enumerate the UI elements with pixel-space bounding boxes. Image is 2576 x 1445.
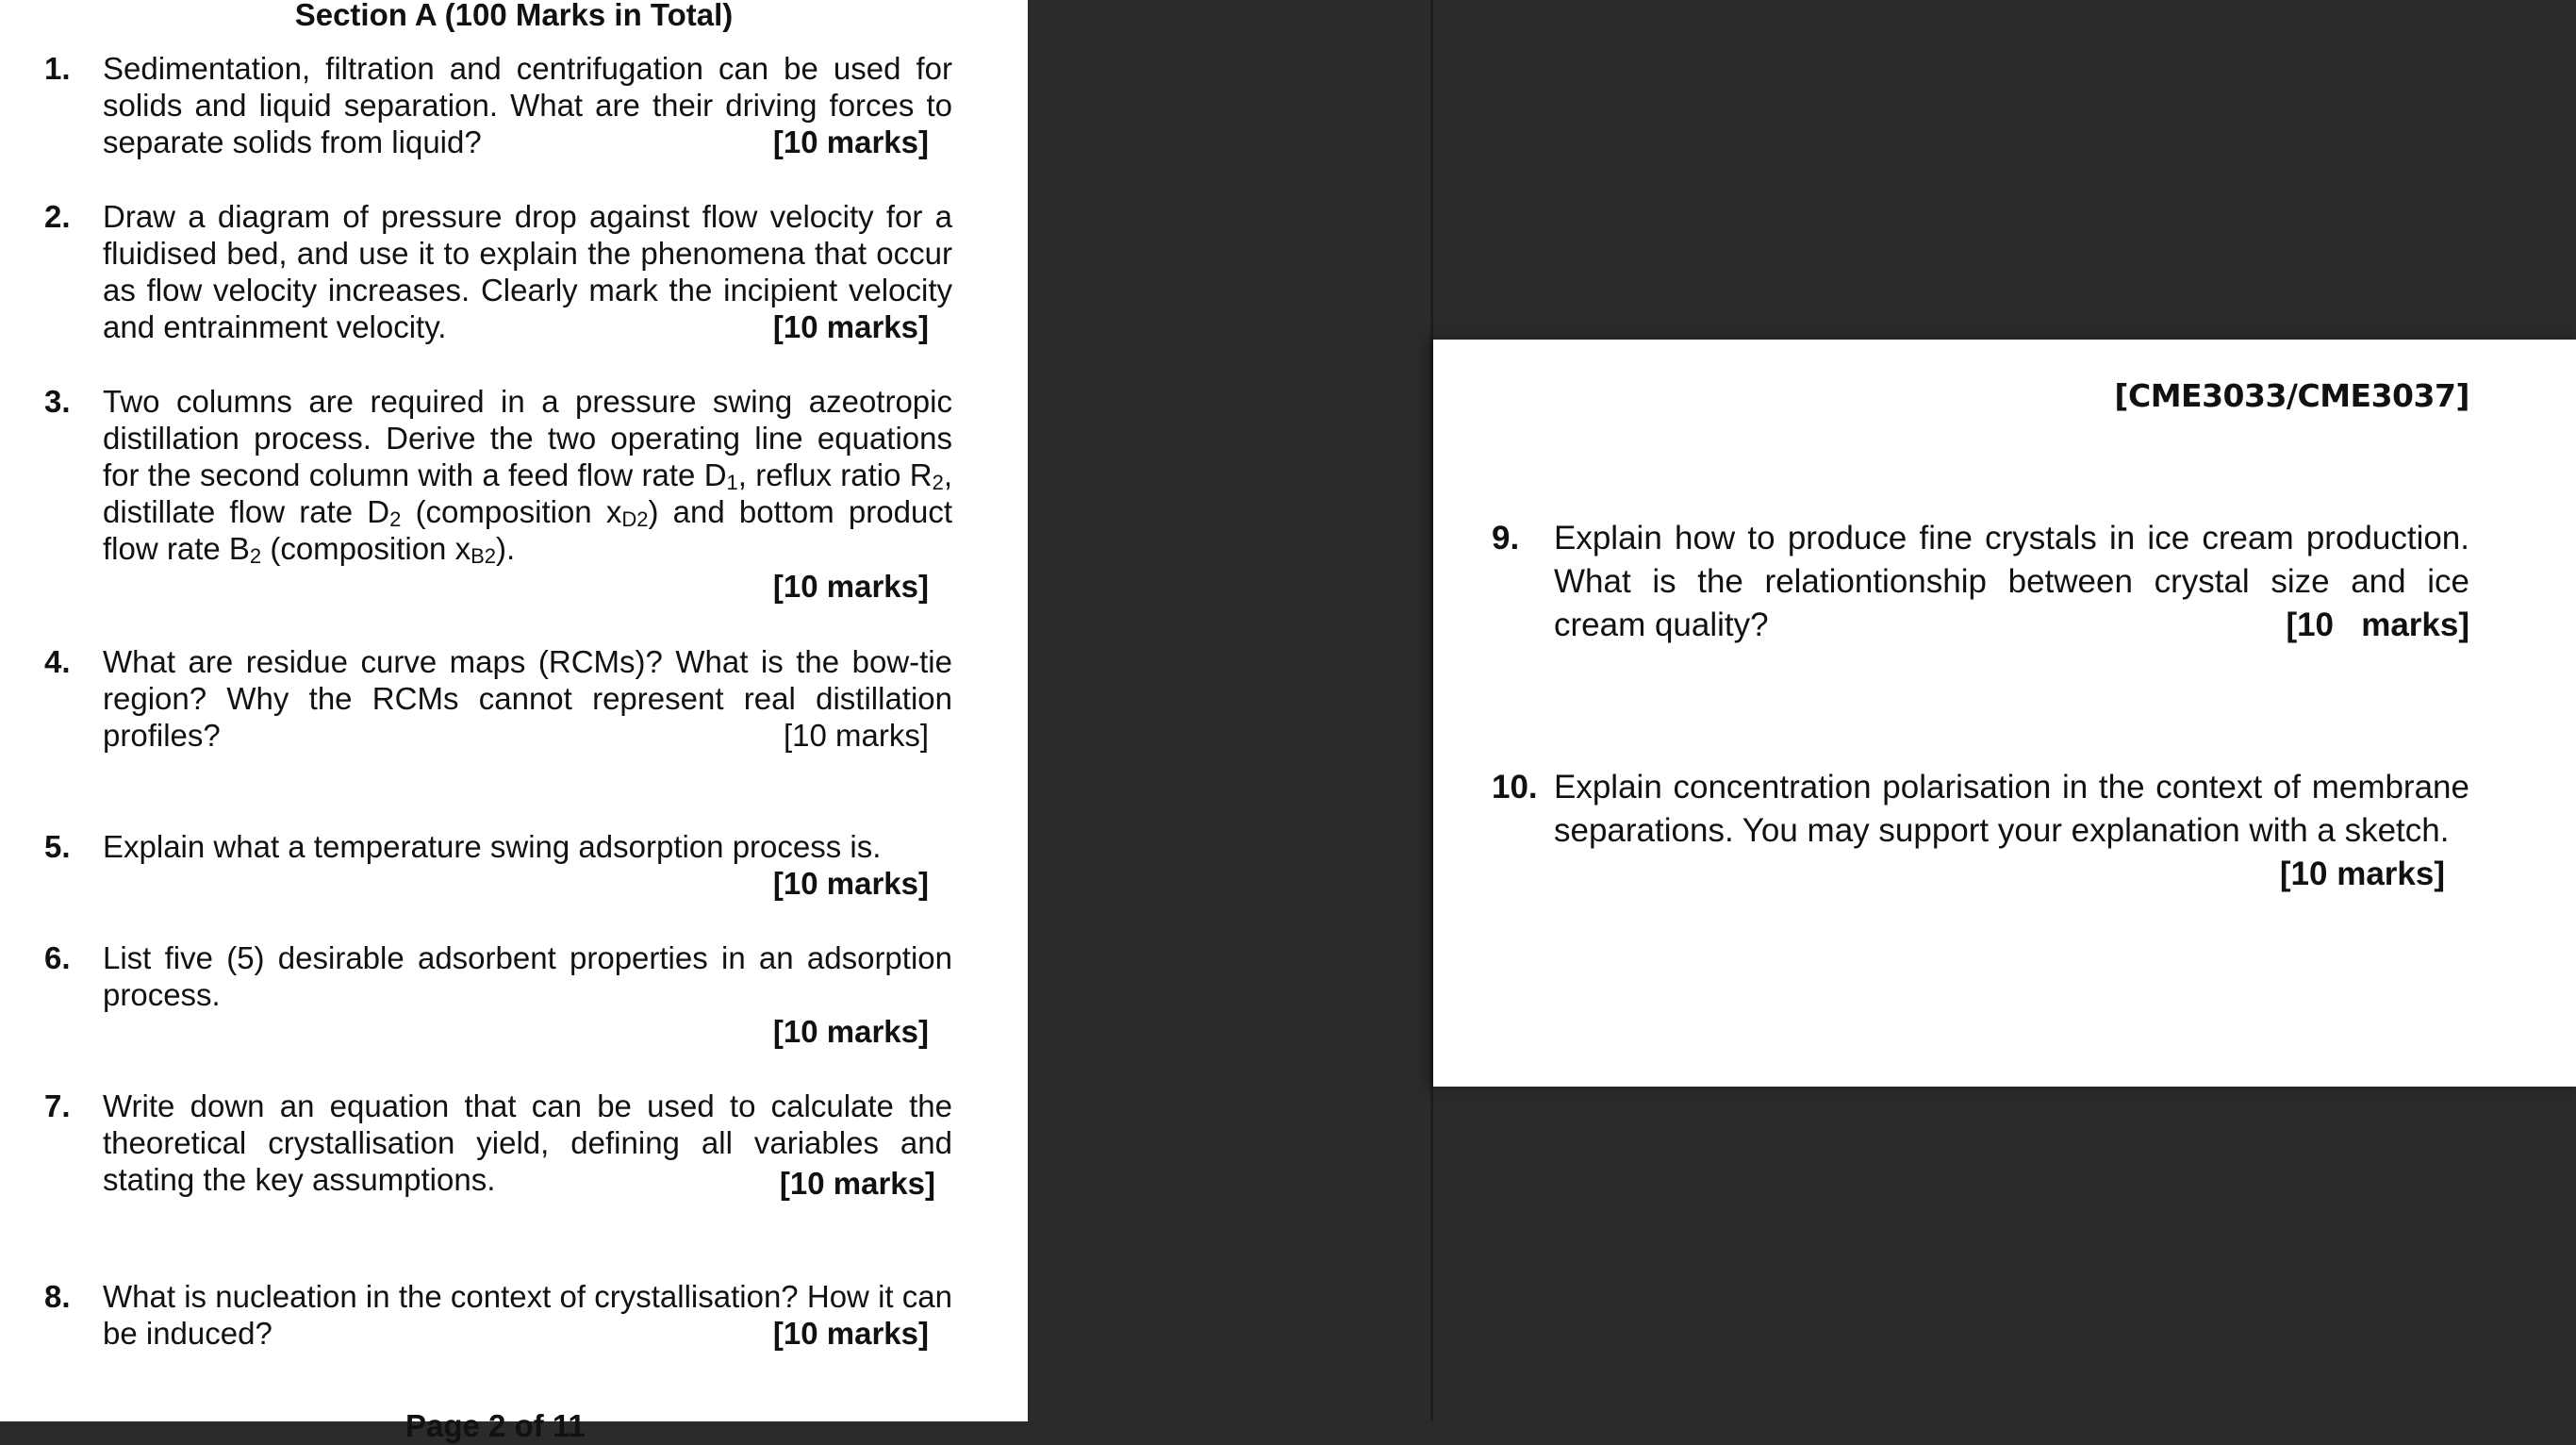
question-marks: [10 marks]: [779, 1166, 935, 1201]
question-text: Explain how to produce fine crystals in ice cream production. What is the relationtionship between crystal size and ice cream quality?: [1554, 520, 2469, 643]
question-number: 2.: [44, 199, 71, 234]
question-text: What are residue curve maps (RCMs)? What is the bow-tie region? Why the RCMs cannot represent real distillation profiles?: [103, 644, 952, 753]
question-5: [44, 828, 952, 865]
question-text: Explain what a temperature swing adsorption process is.: [103, 829, 882, 864]
question-text-part: (composition x: [261, 531, 471, 566]
question-text-part: , distillate flow rate D: [103, 457, 952, 529]
section-heading: Section A (100 Marks in Total): [294, 0, 734, 32]
question-marks: [10 marks]: [772, 125, 929, 159]
question-text: What is nucleation in the context of crystallisation? How it can be induced?: [103, 1279, 952, 1351]
question-text-part: (composition x: [401, 494, 622, 529]
question-marks: [10 marks]: [772, 1014, 929, 1049]
subscript: 2: [249, 544, 262, 568]
page-footer: Page 2 of 11: [405, 1408, 586, 1443]
subscript: 1: [726, 471, 738, 494]
question-7-marks-row: [44, 1165, 952, 1202]
question-number: 10.: [1492, 769, 1538, 806]
question-text: Write down an equation that can be used to calculate the theoretical crystallisation yield, defining all variables and stating the key assumptions.: [103, 1088, 952, 1197]
document-page-right: [1433, 340, 2576, 1087]
question-3-marks-row: [44, 568, 952, 605]
question-number: 9.: [1492, 520, 1520, 556]
question-marks: [10 marks]: [2286, 606, 2469, 643]
question-number: 8.: [44, 1279, 71, 1314]
question-marks: [10 marks]: [772, 866, 929, 901]
question-8-marks-row: [44, 1315, 952, 1352]
subscript: D2: [621, 507, 649, 531]
question-10: [1492, 766, 2469, 853]
question-number: 4.: [44, 644, 71, 679]
question-text-part: ).: [496, 531, 516, 566]
question-text-part: ) and bottom product flow rate B: [103, 494, 952, 566]
document-page-left: [0, 0, 1028, 1443]
question-marks: [10 marks]: [772, 569, 929, 604]
question-3: [44, 383, 952, 567]
question-number: 3.: [44, 384, 71, 419]
question-6: [44, 939, 952, 1013]
question-10-marks-row: [1492, 853, 2469, 896]
question-number: 1.: [44, 51, 71, 86]
question-text: Draw a diagram of pressure drop against flow velocity for a fluidised bed, and use it to explain the phenomena that occur as flow velocity increases. Clearly mark the incipient velocity and entrainment velocity.: [103, 199, 952, 344]
question-text: Explain concentration polarisation in the context of membrane separations. You may support your explanation with a sketch.: [1554, 769, 2469, 849]
question-text: List five (5) desirable adsorbent properties in an adsorption process.: [103, 940, 952, 1012]
question-6-marks-row: [44, 1013, 952, 1050]
question-text-part: Two columns are required in a pressure swing azeotropic distillation process. Derive the two operating line equations for the second column with a feed flow rate D: [103, 384, 952, 492]
question-text-part: , reflux ratio R: [737, 457, 933, 492]
question-4-marks-row: [44, 717, 952, 754]
question-marks: [10 marks]: [772, 1316, 929, 1351]
question-number: 7.: [44, 1088, 71, 1123]
question-2-marks-row: [44, 308, 952, 345]
question-marks: [10 marks]: [772, 309, 929, 344]
question-number: 6.: [44, 940, 71, 975]
question-text: Sedimentation, filtration and centrifugation can be used for solids and liquid separation. What are their driving forces to separate solids from liquid?: [103, 51, 952, 159]
question-number: 5.: [44, 829, 71, 864]
question-5-marks-row: [44, 865, 952, 902]
course-code: [CME3033/CME3037]: [2114, 377, 2469, 414]
question-9-marks-row: [1492, 604, 2469, 647]
question-marks: [10 marks]: [2279, 855, 2445, 892]
question-marks: [10 marks]: [783, 718, 929, 753]
subscript: B2: [471, 544, 496, 568]
subscript: 2: [932, 471, 944, 494]
question-1-marks-row: [44, 124, 952, 160]
subscript: 2: [389, 507, 402, 531]
